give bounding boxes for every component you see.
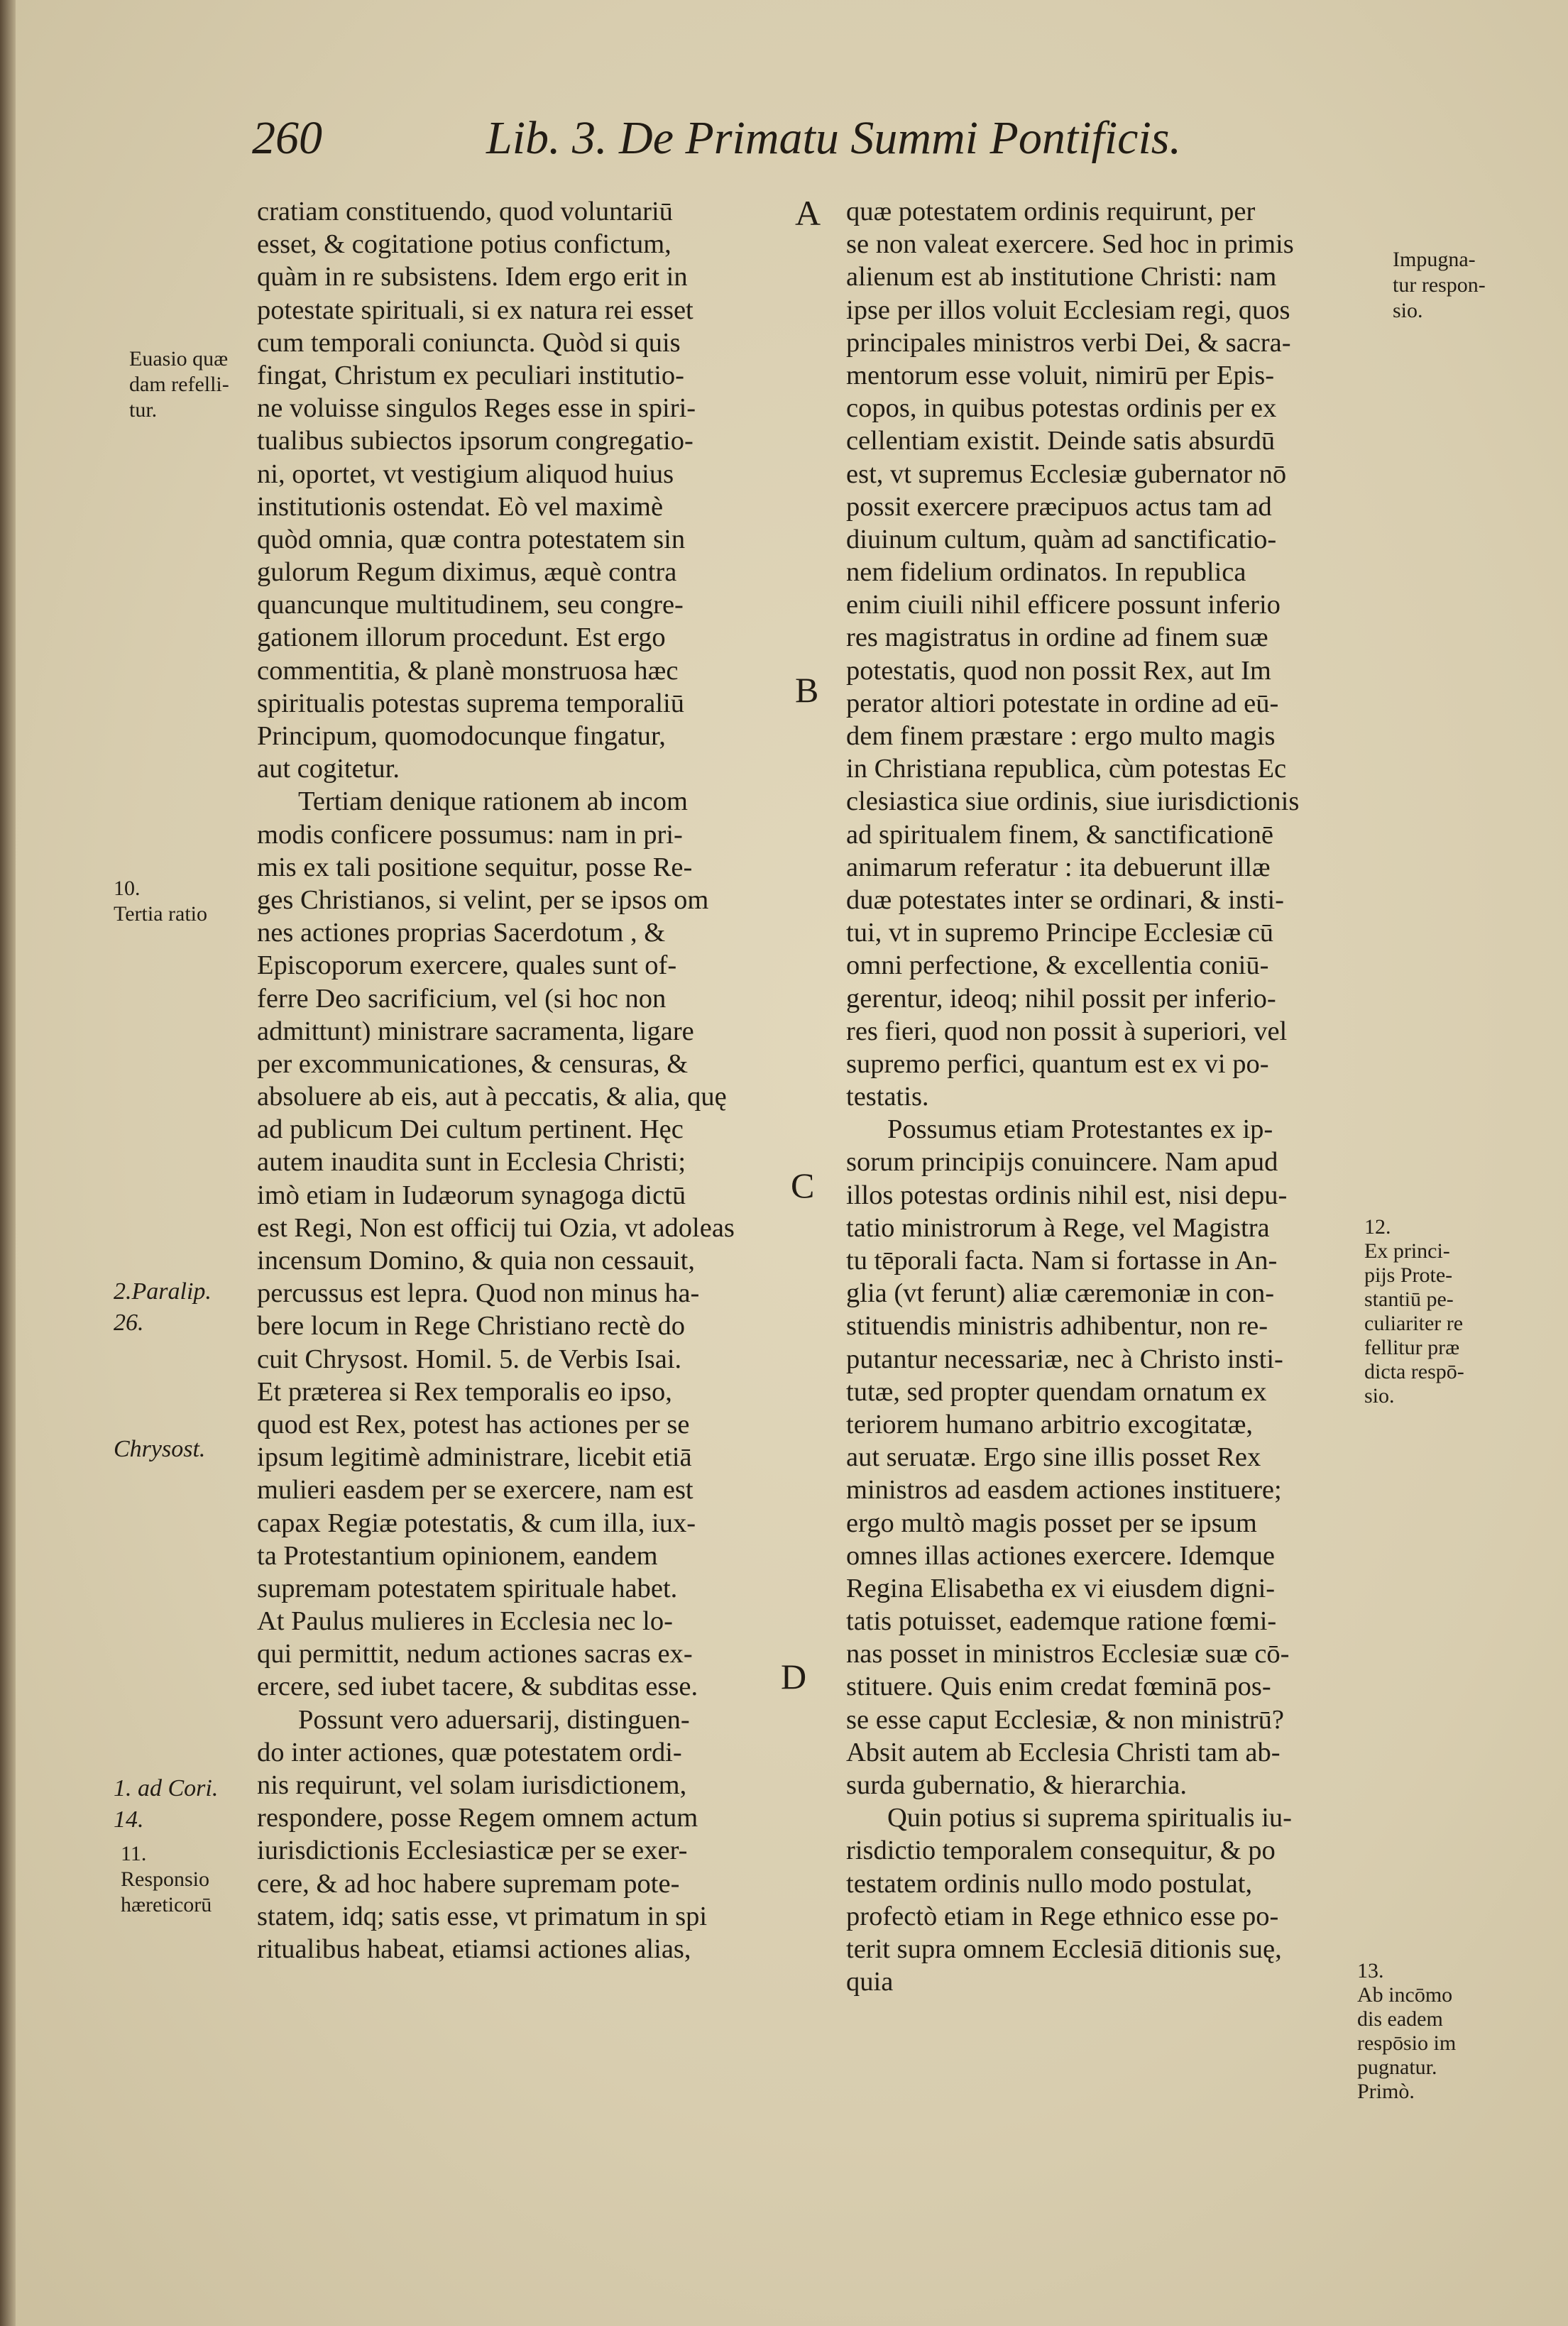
text-line: cum temporali coniuncta. Quòd si quis [257, 327, 681, 358]
text-line: Possumus etiam Protestantes ex ip- [887, 1114, 1273, 1145]
margin-note-tertia-ratio [114, 876, 207, 927]
text-line: possit exercere præcipuos actus tam ad [846, 491, 1272, 522]
margin-note-chrysost [114, 1437, 205, 1462]
margin-note-ad-cori [114, 1773, 218, 1836]
margin-note-line: 11. [121, 1842, 147, 1865]
section-letter-b: B [795, 670, 819, 710]
margin-note-line: Responsio [121, 1867, 210, 1891]
text-line: cere, & ad hoc habere supremam pote- [257, 1868, 680, 1899]
text-line: mentorum esse voluit, nimirū per Epis- [846, 360, 1275, 390]
section-letter-c: C [791, 1165, 815, 1205]
text-line: teriorem humano arbitrio excogitatæ, [846, 1409, 1254, 1439]
text-line: mulieri easdem per se exercere, nam est [257, 1475, 693, 1505]
running-title: Lib. 3. De Primatu Summi Pontificis. [486, 112, 1181, 164]
text-line: absoluere ab eis, aut à peccatis, & alia, quę [257, 1082, 727, 1112]
text-line: ipse per illos voluit Ecclesiam regi, quos [846, 295, 1290, 325]
text-line: per excommunicationes, & censuras, & [257, 1048, 689, 1079]
margin-note-line: Ex princi- [1364, 1239, 1450, 1263]
text-line: in Christiana republica, cùm potestas Ec [846, 754, 1287, 784]
running-header [252, 106, 1317, 170]
text-line: autem inaudita sunt in Ecclesia Christi; [257, 1147, 686, 1178]
text-line: cratiam constituendo, quod voluntariū [257, 197, 673, 226]
text-line: Quin potius si suprema spiritualis iu- [887, 1803, 1292, 1833]
text-line: quod est Rex, potest has actiones per se [257, 1409, 690, 1439]
text-line: Regina Elisabetha ex vi eiusdem digni- [846, 1573, 1276, 1603]
text-line: animarum referatur : ita debuerunt illæ [846, 852, 1271, 882]
margin-note-euasio [129, 346, 229, 423]
text-line: enim ciuili nihil efficere possunt inferio [846, 590, 1281, 620]
text-line: incensum Domino, & quia non cessauit, [257, 1246, 695, 1276]
margin-note-ab-incomodis [1357, 1959, 1456, 2104]
margin-note-line: hæreticorū [121, 1893, 212, 1916]
text-line: ercere, sed iubet tacere, & subditas esse. [257, 1672, 698, 1702]
text-line: terit supra omnem Ecclesiā ditionis suę, [846, 1933, 1282, 1964]
text-line: perator altiori potestate in ordine ad eū- [846, 688, 1279, 718]
text-line: risdictio temporalem consequitur, & po [846, 1836, 1276, 1866]
text-line: principales ministros verbi Dei, & sacra- [846, 327, 1291, 358]
text-line: potestate spirituali, si ex natura rei esset [257, 295, 693, 325]
text-line: res magistratus in ordine ad finem suæ [846, 622, 1268, 653]
text-line: do inter actiones, quæ potestatem ordi- [257, 1737, 682, 1767]
text-line: aut cogitetur. [257, 754, 400, 784]
text-line: stituendis ministris adhibentur, non re- [846, 1311, 1268, 1342]
text-line: imò etiam in Iudæorum synagoga dictū [257, 1180, 686, 1210]
text-line: ipsum legitimè administrare, licebit etiā [257, 1442, 692, 1473]
margin-note-line: 12. [1364, 1215, 1391, 1239]
margin-note-line: 14. [114, 1806, 144, 1833]
text-line: bere locum in Rege Christiano rectè do [257, 1311, 685, 1342]
text-line: Principum, quomodocunque fingatur, [257, 721, 666, 751]
text-line: testatis. [846, 1082, 929, 1112]
text-line: illos potestas ordinis nihil est, nisi depu- [846, 1180, 1288, 1210]
text-line: gerentur, ideoq; nihil possit per inferio- [846, 983, 1276, 1014]
text-line: percussus est lepra. Quod non minus ha- [257, 1278, 700, 1309]
text-line: fingat, Christum ex peculiari institutio- [257, 360, 684, 390]
text-line: cellentiam existit. Deinde satis absurdū [846, 426, 1276, 456]
margin-note-line: Impugna- [1393, 248, 1476, 271]
text-line: quia [846, 1967, 894, 1997]
text-line: ritualibus habeat, etiamsi actiones alias, [257, 1933, 691, 1964]
margin-note-line: Euasio quæ [129, 347, 229, 371]
text-line: spiritualis potestas suprema temporaliū [257, 688, 684, 718]
margin-note-line: 26. [114, 1310, 144, 1336]
section-letter-a: A [795, 193, 821, 233]
page-number: 260 [252, 112, 322, 164]
text-line: At Paulus mulieres in Ecclesia nec lo- [257, 1606, 673, 1637]
text-line: surda gubernatio, & hierarchia. [846, 1770, 1187, 1800]
text-line: quòd omnia, quæ contra potestatem sin [257, 524, 686, 554]
text-line: est Regi, Non est officij tui Ozia, vt adoleas [257, 1212, 735, 1243]
text-line: tatio ministrorum à Rege, vel Magistra [846, 1212, 1270, 1243]
text-line: cuit Chrysost. Homil. 5. de Verbis Isai. [257, 1344, 682, 1374]
margin-note-line: dam refelli- [129, 373, 229, 396]
text-line: nis requirunt, vel solam iurisdictionem, [257, 1770, 687, 1800]
text-line: nem fidelium ordinatos. In republica [846, 557, 1246, 588]
text-line: sorum principijs conuincere. Nam apud [846, 1147, 1278, 1178]
margin-note-impugnatur [1393, 247, 1486, 324]
text-line: ferre Deo sacrificium, vel (si hoc non [257, 983, 667, 1014]
text-line: admittunt) ministrare sacramenta, ligare [257, 1016, 694, 1046]
margin-note-line: Chrysost. [114, 1436, 206, 1462]
text-line: capax Regiæ potestatis, & cum illa, iux- [257, 1508, 696, 1538]
text-line: Episcoporum exercere, quales sunt of- [257, 950, 677, 981]
text-line: copos, in quibus potestas ordinis per ex [846, 393, 1277, 424]
text-line: omnes illas actiones exercere. Idemque [846, 1540, 1275, 1571]
text-line: alienum est ab institutione Christi: nam [846, 262, 1277, 292]
right-text-column [846, 195, 1386, 1998]
text-line: respondere, posse Regem omnem actum [257, 1803, 698, 1833]
text-line: ne voluisse singulos Reges esse in spiri- [257, 393, 696, 424]
margin-note-line: 2.Paralip. [114, 1278, 212, 1305]
text-line: tutæ, sed propter quendam ornatum ex [846, 1376, 1267, 1407]
margin-note-line: culiariter re [1364, 1312, 1464, 1335]
text-line: quancunque multitudinem, seu congre- [257, 590, 684, 620]
text-line: duæ potestates inter se ordinari, & insti- [846, 884, 1284, 915]
margin-note-line: pugnatur. [1357, 2056, 1437, 2079]
margin-note-line: 10. [114, 877, 141, 900]
margin-note-line: dis eadem [1357, 2007, 1443, 2031]
margin-note-line: pijs Prote- [1364, 1263, 1453, 1287]
text-line: diuinum cultum, quàm ad sanctificatio- [846, 524, 1277, 554]
text-line: ministros ad easdem actiones instituere; [846, 1475, 1282, 1505]
text-line: statem, idq; satis esse, vt primatum in spi [257, 1901, 708, 1931]
margin-note-line: Tertia ratio [114, 902, 207, 926]
text-line: tatis potuisset, eademque ratione fœmi- [846, 1606, 1277, 1637]
text-line: stituere. Quis enim credat fœminā pos- [846, 1672, 1271, 1702]
margin-note-responsio [121, 1841, 212, 1918]
margin-note-ex-principijs [1364, 1215, 1464, 1408]
text-line: mis ex tali positione sequitur, posse Re- [257, 852, 693, 882]
text-line: ta Protestantium opinionem, eandem [257, 1540, 658, 1571]
text-line: dem finem præstare : ergo multo magis [846, 721, 1276, 751]
margin-note-line: stantiū pe- [1364, 1288, 1454, 1311]
text-line: esset, & cogitatione potius confictum, [257, 229, 671, 260]
margin-note-paralip [114, 1276, 212, 1339]
margin-note-line: Primò. [1357, 2080, 1415, 2103]
text-line: se non valeat exercere. Sed hoc in primis [846, 229, 1294, 260]
book-spine-shadow [0, 0, 16, 2326]
text-line: commentitia, & planè monstruosa hæc [257, 655, 679, 686]
text-line: modis conficere possumus: nam in pri- [257, 819, 683, 850]
text-line: iurisdictionis Ecclesiasticæ per se exer- [257, 1836, 688, 1866]
text-line: quàm in re subsistens. Idem ergo erit in [257, 262, 688, 292]
text-line: clesiastica siue ordinis, siue iurisdictionis [846, 786, 1300, 817]
text-line: potestatis, quod non possit Rex, aut Im [846, 655, 1271, 686]
margin-note-line: dicta respō- [1364, 1360, 1464, 1383]
text-line: qui permittit, nedum actiones sacras ex- [257, 1639, 693, 1669]
text-line: gationem illorum procedunt. Est ergo [257, 622, 666, 653]
text-line: ges Christianos, si velint, per se ipsos om [257, 884, 709, 915]
text-line: supremam potestatem spirituale habet. [257, 1573, 678, 1603]
text-line: profectò etiam in Rege ethnico esse po- [846, 1901, 1279, 1931]
text-line: nas posset in ministros Ecclesiæ suæ cō- [846, 1639, 1290, 1669]
margin-note-line: fellitur præ [1364, 1336, 1460, 1359]
text-line: putantur necessariæ, nec à Christo insti- [846, 1344, 1283, 1374]
margin-note-line: 1. ad Cori. [114, 1775, 219, 1801]
text-line: tu tēporali facta. Nam si fortasse in An- [846, 1246, 1278, 1276]
left-text-column [257, 195, 807, 1965]
text-line: institutionis ostendat. Eò vel maximè [257, 491, 664, 522]
text-line: tui, vt in supremo Principe Ecclesiæ cū [846, 918, 1273, 948]
margin-note-line: Ab incōmo [1357, 1983, 1453, 2007]
text-line: aut seruatæ. Ergo sine illis posset Rex [846, 1442, 1261, 1473]
margin-note-line: respōsio im [1357, 2031, 1457, 2055]
margin-note-line: sio. [1393, 299, 1423, 322]
margin-note-line: tur respon- [1393, 273, 1486, 297]
text-line: ad spiritualem finem, & sanctificationē [846, 819, 1273, 850]
text-line: ergo multò magis posset per se ipsum [846, 1508, 1257, 1538]
margin-note-line: tur. [129, 398, 158, 422]
text-line: Et præterea si Rex temporalis eo ipso, [257, 1376, 672, 1407]
text-line: tualibus subiectos ipsorum congregatio- [257, 426, 693, 456]
text-line: est, vt supremus Ecclesiæ gubernator nō [846, 459, 1287, 489]
text-line: glia (vt ferunt) aliæ cæremoniæ in con- [846, 1278, 1275, 1309]
margin-note-line: 13. [1357, 1959, 1384, 1982]
text-line: supremo perfici, quantum est ex vi po- [846, 1048, 1269, 1079]
text-line: se esse caput Ecclesiæ, & non ministrū? [846, 1704, 1284, 1735]
text-line: Possunt vero aduersarij, distinguen- [298, 1704, 690, 1735]
text-line: Tertiam denique rationem ab incom [298, 786, 688, 817]
text-line: Absit autem ab Ecclesia Christi tam ab- [846, 1737, 1281, 1767]
text-line: quæ potestatem ordinis requirunt, per [846, 197, 1256, 226]
text-line: omni perfectione, & excellentia coniū- [846, 950, 1269, 981]
text-line: testatem ordinis nullo modo postulat, [846, 1868, 1253, 1899]
text-line: res fieri, quod non possit à superiori, vel [846, 1016, 1288, 1046]
margin-note-line: sio. [1364, 1384, 1395, 1408]
text-line: ni, oportet, vt vestigium aliquod huius [257, 459, 674, 489]
text-line: gulorum Regum diximus, æquè contra [257, 557, 677, 588]
text-line: ad publicum Dei cultum pertinent. Hęc [257, 1114, 684, 1145]
section-letter-d: D [781, 1657, 807, 1696]
text-line: nes actiones proprias Sacerdotum , & [257, 918, 666, 948]
